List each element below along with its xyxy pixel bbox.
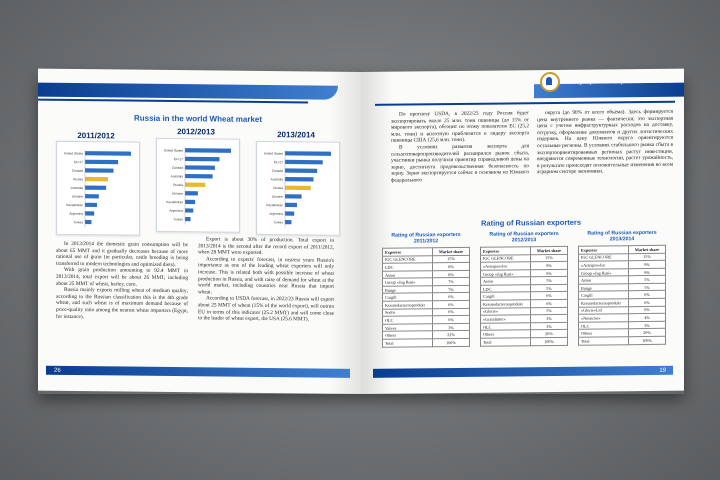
chart-bar <box>85 160 118 165</box>
market-share-cell: 100% <box>531 337 568 345</box>
chart-bar <box>285 220 291 224</box>
left-column-1 <box>56 241 188 322</box>
right-column-1 <box>391 110 529 184</box>
section-title: Russia in the world Wheat market <box>133 113 263 124</box>
chart-category-label: Russia <box>173 182 183 188</box>
market-share-cell: 3% <box>433 323 470 331</box>
page-number: 19 <box>659 367 666 374</box>
bar-chart-2013 <box>256 141 340 236</box>
chart-category-label: Ukraine <box>272 194 283 199</box>
chart-bar <box>185 165 215 170</box>
market-share-cell: 22% <box>433 331 470 339</box>
exporter-name-cell: OLC <box>383 316 433 324</box>
page-number: 26 <box>54 367 61 374</box>
market-share-cell: 6% <box>433 308 470 316</box>
company-logo <box>540 71 674 92</box>
chart-category-label: EU-27 <box>73 160 83 165</box>
chart-category-label: Kazakhstan <box>166 200 183 205</box>
exporter-name-cell: Group «Jug Rusi» <box>579 268 629 276</box>
market-share-cell: 26% <box>531 330 568 338</box>
paragraph: According to USDA forecast, in 2022/23 Russia will export about 25 MMT of wheat (15% of the world export), will outrun EU in terms of this indicator (25.2 MMT) and will come close to the leader of wheat export, the USA (25.6 MMT). <box>198 295 334 323</box>
exporter-name-cell: Group «Jug Rusi» <box>383 278 433 286</box>
table-row <box>383 338 470 346</box>
exporter-name-cell: «Astrapos»Inc <box>481 262 531 270</box>
chart-bar <box>185 157 220 162</box>
exporter-name-cell: Cargill <box>383 293 433 301</box>
market-share-cell: 15% <box>629 253 666 261</box>
chart-category-label: United States <box>163 148 183 153</box>
table-header-cell: Market share <box>433 247 470 255</box>
chart-bar <box>185 183 205 187</box>
exporter-name-cell: IGC GLENCORE <box>383 255 433 263</box>
market-share-cell: 6% <box>629 298 666 306</box>
market-share-cell: 5% <box>531 307 568 315</box>
exporter-name-cell: Krasnodarzernoprodukt <box>481 300 531 308</box>
market-share-cell: 5% <box>629 283 666 291</box>
chart-bar <box>85 211 94 215</box>
exporter-name-cell: Bunge <box>579 284 629 292</box>
exporter-name-cell: OLC <box>579 321 629 329</box>
footer-band <box>373 366 673 378</box>
exporter-name-cell: Aston <box>579 276 629 284</box>
chart-svg <box>257 142 339 235</box>
exporter-name-cell: Others <box>383 331 433 339</box>
chart-category-label: Australia <box>70 185 83 190</box>
chart-year-1: 2011/2012 <box>77 131 115 141</box>
table-title-2013: Rating of Russian exporters 2013/2014 <box>587 229 657 243</box>
chart-category-label: EU-27 <box>173 157 183 162</box>
exporter-name-cell: IGC GLENCORE <box>579 253 629 261</box>
table-header-cell: Market share <box>629 245 666 253</box>
paragraph: По прогнозу USDA, в 2022/23 году Россия будет экспортировать около 25 млн. тонн пшеницы (до 15% от мирового экспорта), обгонит по этому показателю ЕС (25,2 млн. тонн) и вплотную приблизится к лидеру экспорта пшеницы США (25,6 млн. тонн). <box>391 110 529 145</box>
exporter-name-cell: «Noonrise» <box>579 314 629 322</box>
table-title-2012: Rating of Russian exporters 2012/2013 <box>489 230 559 244</box>
open-brochure <box>38 72 684 394</box>
exporter-name-cell: Total <box>383 339 433 347</box>
chart-bar <box>285 151 331 156</box>
header-rule <box>375 101 675 106</box>
right-column-2 <box>537 109 673 176</box>
exporters-table-2011 <box>382 247 470 347</box>
chart-bar <box>85 194 99 198</box>
left-page <box>38 69 361 394</box>
exporter-name-cell: Total <box>481 338 531 346</box>
exporter-name-cell: Others <box>481 330 531 338</box>
chart-bar <box>85 151 131 156</box>
chart-category-label: Russia <box>73 177 83 182</box>
chart-category-label: Ukraine <box>172 191 183 196</box>
paragraph: According to experts' forecast, in nearest years Russia's importance as one of the leading wheat exporters will only increase. This is related both with possible increase of wheat production in Russia, and with raise of demand for wheat at the world market, including countries near Russia that import wheat. <box>198 256 334 296</box>
table-title-2011: Rating of Russian exporters 2011/2012 <box>391 231 461 245</box>
exporter-name-cell: «Astrapos»Inc <box>579 261 629 269</box>
market-share-cell: 100% <box>433 338 470 346</box>
table-header-cell: Exporter <box>481 247 531 255</box>
table-row <box>579 336 666 344</box>
chart-svg <box>57 142 139 235</box>
exporter-name-cell: OLC <box>481 323 531 331</box>
chart-bar <box>185 217 191 221</box>
right-page <box>361 69 684 394</box>
market-share-cell: 9% <box>531 269 568 277</box>
paragraph: In 2013/2014 the domestic grain consumption will be about 65 MMT and it gradually decreases because of more rational use of grain (in particular, cattle breeding is being transferred to modern technologies and optimized diets). <box>56 240 188 268</box>
chart-category-label: Canada <box>271 168 283 173</box>
chart-bar <box>85 220 91 224</box>
exporter-name-cell: Total <box>579 337 629 345</box>
chart-bar <box>185 148 231 153</box>
market-share-cell: 6% <box>629 291 666 299</box>
exporter-name-cell: Aston <box>383 270 433 278</box>
market-share-cell: 100% <box>629 336 666 344</box>
market-share-cell: 6% <box>629 306 666 314</box>
chart-category-label: United States <box>63 151 83 156</box>
chart-bar <box>185 208 193 212</box>
chart-category-label: Australia <box>170 174 183 179</box>
market-share-cell: 6% <box>433 316 470 324</box>
table-header-cell: Exporter <box>383 248 433 256</box>
chart-category-label: Turkey <box>73 220 83 225</box>
exporter-name-cell: «Grainlinter» <box>481 315 531 323</box>
market-share-cell: 7% <box>433 285 470 293</box>
table-row <box>481 337 568 345</box>
bar-chart-2011 <box>56 141 140 236</box>
exporter-name-cell: «Glorie» <box>481 307 531 315</box>
market-share-cell: 4% <box>629 314 666 322</box>
header-band <box>38 83 338 100</box>
chart-category-label: Ukraine <box>72 194 83 199</box>
chart-year-2: 2012/2013 <box>177 127 215 137</box>
chart-bar <box>185 174 213 178</box>
market-share-cell: 5% <box>531 277 568 285</box>
chart-category-label: Kazakhstan <box>266 203 283 208</box>
chart-category-label: Australia <box>270 177 283 182</box>
exporter-name-cell: Aston <box>481 277 531 285</box>
chart-bar <box>85 203 97 207</box>
chart-bar <box>285 186 311 190</box>
exporter-name-cell: Others <box>579 329 629 337</box>
chart-category-label: Turkey <box>173 217 183 222</box>
chart-bar <box>185 200 195 204</box>
exporter-name-cell: LDC <box>481 285 531 293</box>
chart-bar <box>285 168 317 173</box>
chart-svg <box>157 139 239 232</box>
exporter-name-cell: Group «Jug Rusi» <box>481 269 531 277</box>
exporter-name-cell: Krasnodarzernoprodukt <box>579 299 629 307</box>
market-share-cell: 3% <box>531 315 568 323</box>
exporters-table-2013 <box>578 245 666 345</box>
exporter-name-cell: IGC GLENCORE <box>481 254 531 262</box>
chart-bar <box>185 191 198 195</box>
market-share-cell: 5% <box>531 284 568 292</box>
logo-text: Международная Зерновая Компания <box>563 77 674 86</box>
market-share-cell: 5% <box>629 276 666 284</box>
chart-category-label: Kazakhstan <box>66 203 83 208</box>
chart-category-label: Canada <box>171 165 183 170</box>
market-share-cell: 15% <box>531 254 568 262</box>
table-header-cell: Market share <box>531 246 568 254</box>
chart-category-label: United States <box>263 151 283 156</box>
paragraph: Russia mainly exports milling wheat of medium quality; according to the Russian classification this is the 4th grade wheat, and such wheat is of maximum demand because of price-quality ratio among the nearest wheat importers (Egypt, for instance). <box>56 287 188 320</box>
paragraph: В условиях развития экспорта для сельхозтоваропроизводителей расширился рынок сбыта, участники рынка получили ориентир справедливой цены на зерно, достигнута продовольственная безопасность по зерну. Зерно экспортируется сейчас в основном из Южного федерального <box>391 143 529 184</box>
table-header-cell: Exporter <box>579 246 629 254</box>
market-share-cell: 9% <box>629 268 666 276</box>
market-share-cell: 9% <box>531 261 568 269</box>
exporter-name-cell: Cargill <box>579 291 629 299</box>
market-share-cell: 3% <box>629 321 666 329</box>
exporter-name-cell: Bunge <box>383 286 433 294</box>
market-share-cell: 3% <box>531 322 568 330</box>
chart-category-label: EU-27 <box>273 160 283 165</box>
chart-category-label: Argentina <box>169 208 183 213</box>
market-share-cell: 7% <box>433 278 470 286</box>
market-share-cell: 29% <box>629 329 666 337</box>
bar-chart-2012 <box>156 138 240 233</box>
left-column-2 <box>198 236 334 323</box>
market-share-cell: 8% <box>433 270 470 278</box>
chart-category-label: Argentina <box>69 211 83 216</box>
chart-bar <box>85 168 114 172</box>
exporter-name-cell: Sodru <box>383 308 433 316</box>
paragraph: With grain production amounting to 92.4 MMT in 2013/2014, total export will be about 26 MMT, including about 25 MMT of wheat, barley, corn. <box>56 267 188 288</box>
paragraph: округа (до 90% от всего объёма). Здесь формируется цена внутреннего рынка — фактически, это экспортная цена с учетом инфраструктурных расходов на доставку, отгрузку, оформление документов и других логистических издержек. На цену Южного округа ориентируются остальные регионы. В условиях стабильного рынка сбыта в экспортоориентированных регионах растут инвестиции, внедряются современные технологии, растет урожайность, в результате происходят положительные изменения во всем аграрном секторе экономики. <box>537 108 673 176</box>
market-share-cell: 9% <box>629 260 666 268</box>
footer-band <box>46 366 350 378</box>
chart-year-3: 2013/2014 <box>277 130 315 140</box>
chart-bar <box>285 203 297 207</box>
market-share-cell: 6% <box>531 292 568 300</box>
chart-bar <box>85 186 106 190</box>
chart-category-label: Argentina <box>269 211 283 216</box>
chart-bar <box>285 211 294 215</box>
logo-icon <box>540 72 560 92</box>
market-share-cell: 6% <box>433 293 470 301</box>
exporters-table-2012 <box>480 246 568 346</box>
chart-category-label: Canada <box>71 168 83 173</box>
exporter-name-cell: Valeva <box>383 324 433 332</box>
exporter-name-cell: «Glorie»Ltd <box>579 306 629 314</box>
exporter-name-cell: Cargill <box>481 292 531 300</box>
market-share-cell: 6% <box>531 299 568 307</box>
chart-category-label: Russia <box>273 185 283 191</box>
chart-bar <box>285 177 314 181</box>
chart-bar <box>285 160 323 165</box>
chart-bar <box>285 194 302 198</box>
market-share-cell: 15% <box>433 255 470 263</box>
exporter-name-cell: LDC <box>383 263 433 271</box>
chart-bar <box>85 177 108 181</box>
market-share-cell: 6% <box>433 300 470 308</box>
paragraph: Export is about 30% of production. Total export in 2013/2014 is the second after the record export of 2011/2012, when 28 MMT were exported. <box>198 236 334 257</box>
market-share-cell: 8% <box>433 263 470 271</box>
exporters-section-title: Rating of Russian exporters <box>480 217 582 228</box>
chart-category-label: Turkey <box>273 220 283 225</box>
exporter-name-cell: Krasnodarzernoprodukt <box>383 301 433 309</box>
